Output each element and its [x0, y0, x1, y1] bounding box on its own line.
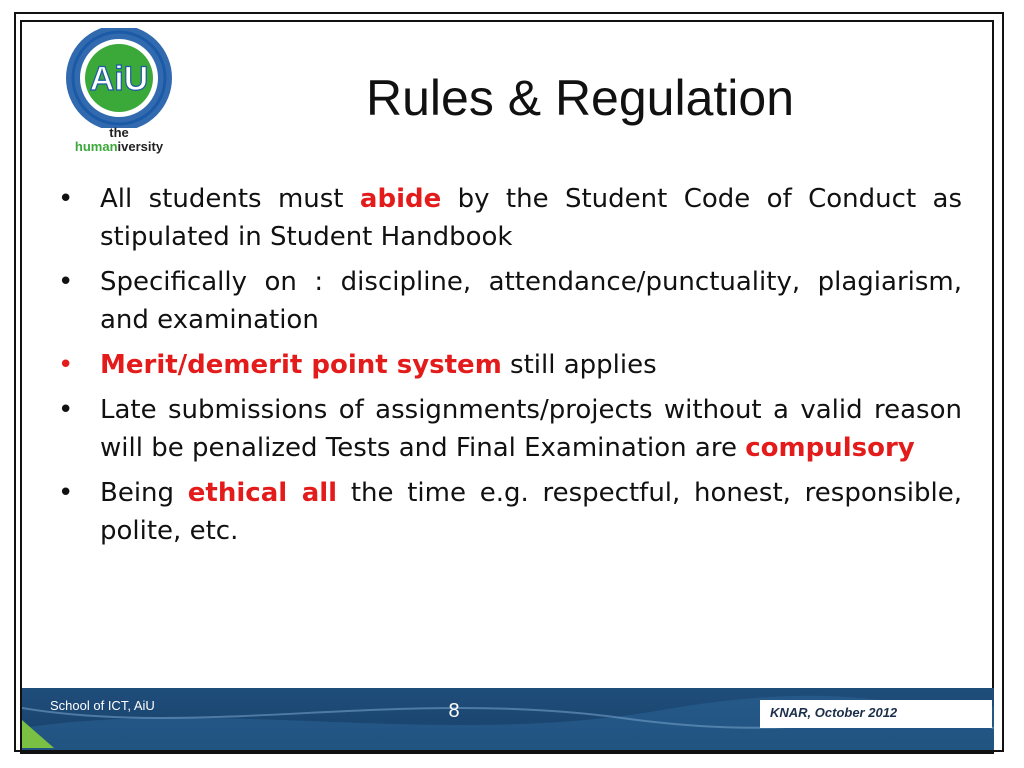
logo-iversity-part: iversity: [117, 139, 164, 154]
highlighted-text: abide: [359, 184, 442, 214]
bullet-dot-icon: •: [58, 184, 74, 214]
bullet-dot-icon: •: [58, 478, 74, 508]
bullet-text: still applies: [501, 350, 657, 380]
bullet-text: Late submissions of assignments/projects without a valid reason will be penalized Tests and Final Examination are: [100, 395, 962, 463]
bullet-item: [58, 346, 962, 384]
bullet-list: [58, 180, 962, 557]
footer-green-triangle: [22, 720, 54, 748]
footer-author-date: KNAR, October 2012: [770, 705, 898, 720]
highlighted-text: compulsory: [745, 433, 915, 463]
logo-the: the: [109, 125, 129, 140]
footer-bar: [22, 688, 994, 750]
bullet-item: [58, 474, 962, 550]
logo-humaniversity: [48, 140, 190, 154]
bullet-text: All students must: [100, 184, 360, 214]
highlighted-text: Merit/demerit point system: [100, 350, 502, 380]
logo-mark: AiU: [89, 60, 149, 98]
bullet-text: Specifically on : discipline, attendance/punctuality, plagiarism, and examination: [100, 267, 962, 335]
bullet-text: Being: [100, 478, 188, 508]
slide-title: Rules & Regulation: [365, 70, 795, 126]
bullet-dot-icon: •: [58, 350, 74, 380]
aiu-seal-icon: [48, 28, 190, 128]
bullet-text: the time e.g. respectful, honest, responsible, polite, etc.: [100, 478, 962, 546]
bullet-dot-icon: •: [58, 395, 74, 425]
bullet-item: [58, 391, 962, 467]
bullet-dot-icon: •: [58, 267, 74, 297]
highlighted-text: ethical all: [187, 478, 338, 508]
bullet-text: by the Student Code of Conduct as stipulated in Student Handbook: [100, 184, 963, 252]
university-logo: [48, 28, 190, 158]
page-number: 8: [448, 700, 460, 722]
logo-human-part: human: [74, 139, 118, 154]
bullet-item: [58, 180, 962, 256]
footer-school-label: School of ICT, AiU: [50, 698, 155, 713]
bullet-item: [58, 263, 962, 339]
